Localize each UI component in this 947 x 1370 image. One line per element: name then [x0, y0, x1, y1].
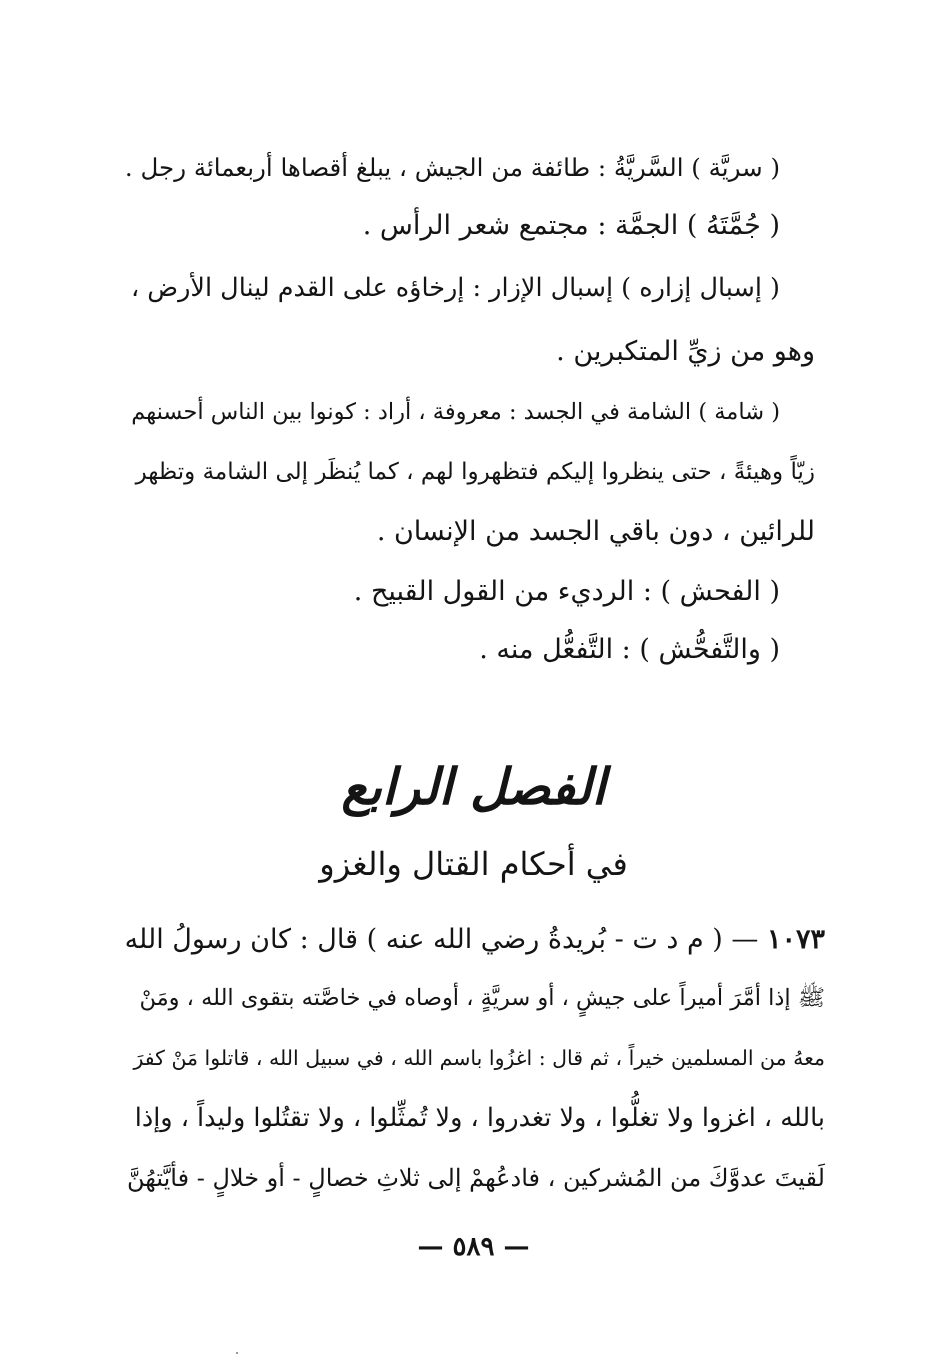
hadith-line: معهُ من المسلمين خيراً ، ثم قال : اغزُوا باسم الله ، في سبيل الله ، قاتلوا مَنْ كفرَ [133, 1046, 825, 1070]
hadith-number: ١٠٧٣ [766, 924, 825, 955]
hadith-line [125, 920, 825, 960]
hadith-line: بالله ، اغزوا ولا تغلُّوا ، ولا تغدروا ، ولا تُمثِّلوا ، ولا تقتُلوا وليداً ، وإذا [134, 1103, 825, 1133]
glossary-line: ( جُمَّتَهُ ) الجمَّة : مجتمع شعر الرأس . [362, 210, 780, 241]
glossary-line: ( الفحش ) : الرديء من القول القبيح . [353, 576, 780, 607]
glossary-line: وهو من زيِّ المتكبرين . [556, 336, 815, 367]
hadith-line: لَقيتَ عدوَّكَ من المُشركين ، فادعُهمْ إلى ثلاثِ خصالٍ - أو خلالٍ - فأيَّتهُنَّ [127, 1164, 825, 1192]
glossary-line: للرائين ، دون باقي الجسد من الإنسان . [376, 516, 815, 547]
hadith-line: ﷺ إذا أمَّرَ أميراً على جيشٍ ، أو سريَّةٍ ، أوصاه في خاصَّته بتقوى الله ، ومَنْ [139, 985, 825, 1011]
glossary-line: ( شامة ) الشامة في الجسد : معروفة ، أراد : كونوا بين الناس أحسنهم [131, 399, 780, 425]
glossary-line: ( إسبال إزاره ) إسبال الإزار : إرخاؤه على القدم لينال الأرض ، [130, 273, 780, 303]
chapter-subtitle: في أحكام القتال والغزو [319, 845, 628, 883]
glossary-section [125, 148, 825, 668]
page-number: — ٥٨٩ — [417, 1232, 530, 1262]
hadith-text: — ( م د ت - بُريدةُ رضي الله عنه ) قال : كان رسولُ الله [124, 924, 759, 955]
glossary-line: ( والتَّفحُّش ) : التَّفعُّل منه . [479, 634, 780, 665]
scan-speck [236, 1352, 238, 1354]
glossary-line: ( سريَّة ) السَّريَّةُ : طائفة من الجيش ، يبلغ أقصاها أربعمائة رجل . [124, 153, 780, 182]
glossary-line: زيّاً وهيئةً ، حتى ينظروا إليكم فتظهروا لهم ، كما يُنظَر إلى الشامة وتظهر [135, 459, 815, 485]
chapter-title: الفصل الرابع [341, 757, 606, 816]
hadith-section [125, 920, 825, 1220]
